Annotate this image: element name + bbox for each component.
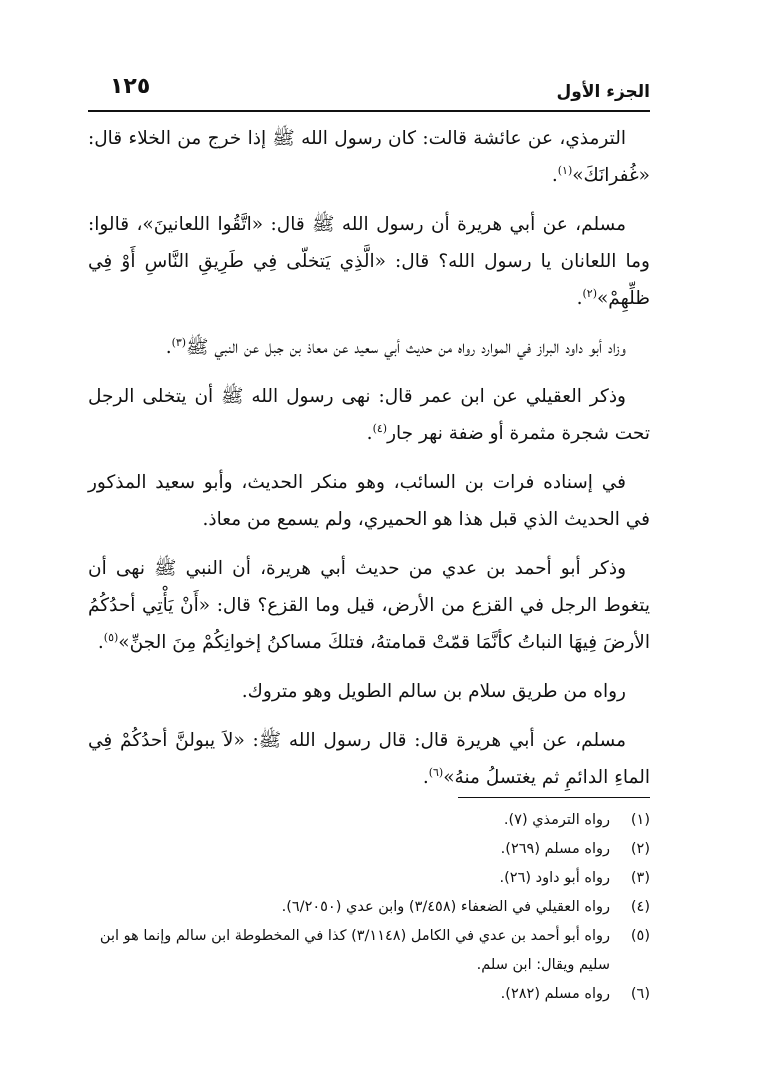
- paragraph: [88, 202, 650, 325]
- footnote: [88, 835, 650, 864]
- footnote-number: (٣): [630, 870, 650, 886]
- paragraph: [88, 116, 650, 202]
- paragraph-text: مسلم، عن أبي هريرة قال: قال رسول الله ﷺ: «لاَ يبولنَّ أحدُكُمْ فِي الماءِ الدائمِ ثم يغتسلُ منهُ»: [88, 730, 650, 788]
- footnote-separator: [458, 797, 650, 798]
- paragraph: [88, 669, 650, 718]
- footnotes: [88, 806, 650, 1009]
- paragraph-text: الترمذي، عن عائشة قالت: كان رسول الله ﷺ إذا خرج من الخلاء قال: «غُفرانَكَ»: [88, 128, 650, 186]
- paragraph: [88, 374, 650, 460]
- footnote-text: رواه مسلم (٢٨٢).: [500, 986, 610, 1002]
- footnote-ref: (٢): [582, 286, 597, 300]
- footnote-number: (١): [630, 812, 650, 828]
- footnote: [88, 922, 650, 980]
- paragraph: [88, 546, 650, 669]
- paragraph-tail: .: [97, 632, 104, 653]
- footnote: [88, 864, 650, 893]
- footnote-text: رواه أبو داود (٢٦).: [499, 870, 610, 886]
- paragraph-tail: .: [551, 165, 558, 186]
- footnote-ref: (٣): [171, 335, 187, 349]
- paragraph-tail: .: [422, 767, 429, 788]
- paragraph-text: وزاد أبو داود البراز في الموارد رواه من حديث أبي سعيد عن معاذ بن جبل عن النبي ﷺ: [186, 337, 626, 358]
- footnote-text: رواه مسلم (٢٦٩).: [500, 841, 610, 857]
- footnote-ref: (٥): [103, 630, 119, 644]
- footnote-number: (٤): [630, 899, 650, 915]
- footnote-ref: (٦): [428, 765, 444, 779]
- paragraph-tail: .: [366, 423, 373, 444]
- footnote-text: رواه الترمذي (٧).: [503, 812, 610, 828]
- footnote-number: (٢): [630, 841, 650, 857]
- footnote-number: (٦): [630, 986, 650, 1002]
- paragraph-tail: .: [576, 288, 583, 309]
- running-title: الجزء الأول: [556, 82, 650, 102]
- paragraph-text: رواه من طريق سلام بن سالم الطويل وهو متروك.: [241, 681, 626, 702]
- footnote: [88, 893, 650, 922]
- footnote: [88, 806, 650, 835]
- footnote-number: (٥): [630, 928, 650, 944]
- paragraph-text: وذكر العقيلي عن ابن عمر قال: نهى رسول الله ﷺ أن يتخلى الرجل تحت شجرة مثمرة أو ضفة نهر جار: [88, 386, 650, 444]
- footnote-ref: (٤): [372, 421, 388, 435]
- footnote-text: رواه العقيلي في الضعفاء (٣/٤٥٨) وابن عدي (٦/٢٠٥٠).: [281, 899, 610, 915]
- footnote: [88, 980, 650, 1009]
- paragraph-tail: .: [165, 337, 172, 358]
- page-number: ١٢٥: [110, 74, 151, 99]
- paragraph: [88, 460, 650, 546]
- paragraph-text: وذكر أبو أحمد بن عدي من حديث أبي هريرة، أن النبي ﷺ نهى أن يتغوط الرجل في القزع من الأرض، قيل وما القزع؟ قال: «أَنْ يَأْتِي أحدُكُمُ الأرضَ فِيهَا النباتُ كأنَّمَا قمّتْ قمامتهُ، فتلكَ مساكنُ إخوانِكُمْ مِنَ الجنِّ»: [88, 558, 650, 653]
- page-header: [88, 70, 650, 112]
- footnote-text: رواه أبو أحمد بن عدي في الكامل (٣/١١٤٨) كذا في المخطوطة ابن سالم وإنما هو ابن سليم ويقال: ابن سلم.: [99, 928, 610, 973]
- footnote-ref: (١): [557, 163, 573, 177]
- main-text: [88, 116, 650, 804]
- paragraph-text: في إسناده فرات بن السائب، وهو منكر الحديث، وأبو سعيد المذكور في الحديث الذي قبل هذا هو الحميري، ولم يسمع من معاذ.: [88, 472, 650, 530]
- paragraph: [88, 325, 650, 374]
- paragraph-text: مسلم، عن أبي هريرة أن رسول الله ﷺ قال: «اتَّقُوا اللعانينَ»، قالوا: وما اللعانان يا رسول الله؟ قال: «الَّذِي يَتخلّى فِي طَرِيقِ النَّاسِ أَوْ فِي ظلِّهِمْ»: [88, 214, 650, 309]
- paragraph: [88, 718, 650, 804]
